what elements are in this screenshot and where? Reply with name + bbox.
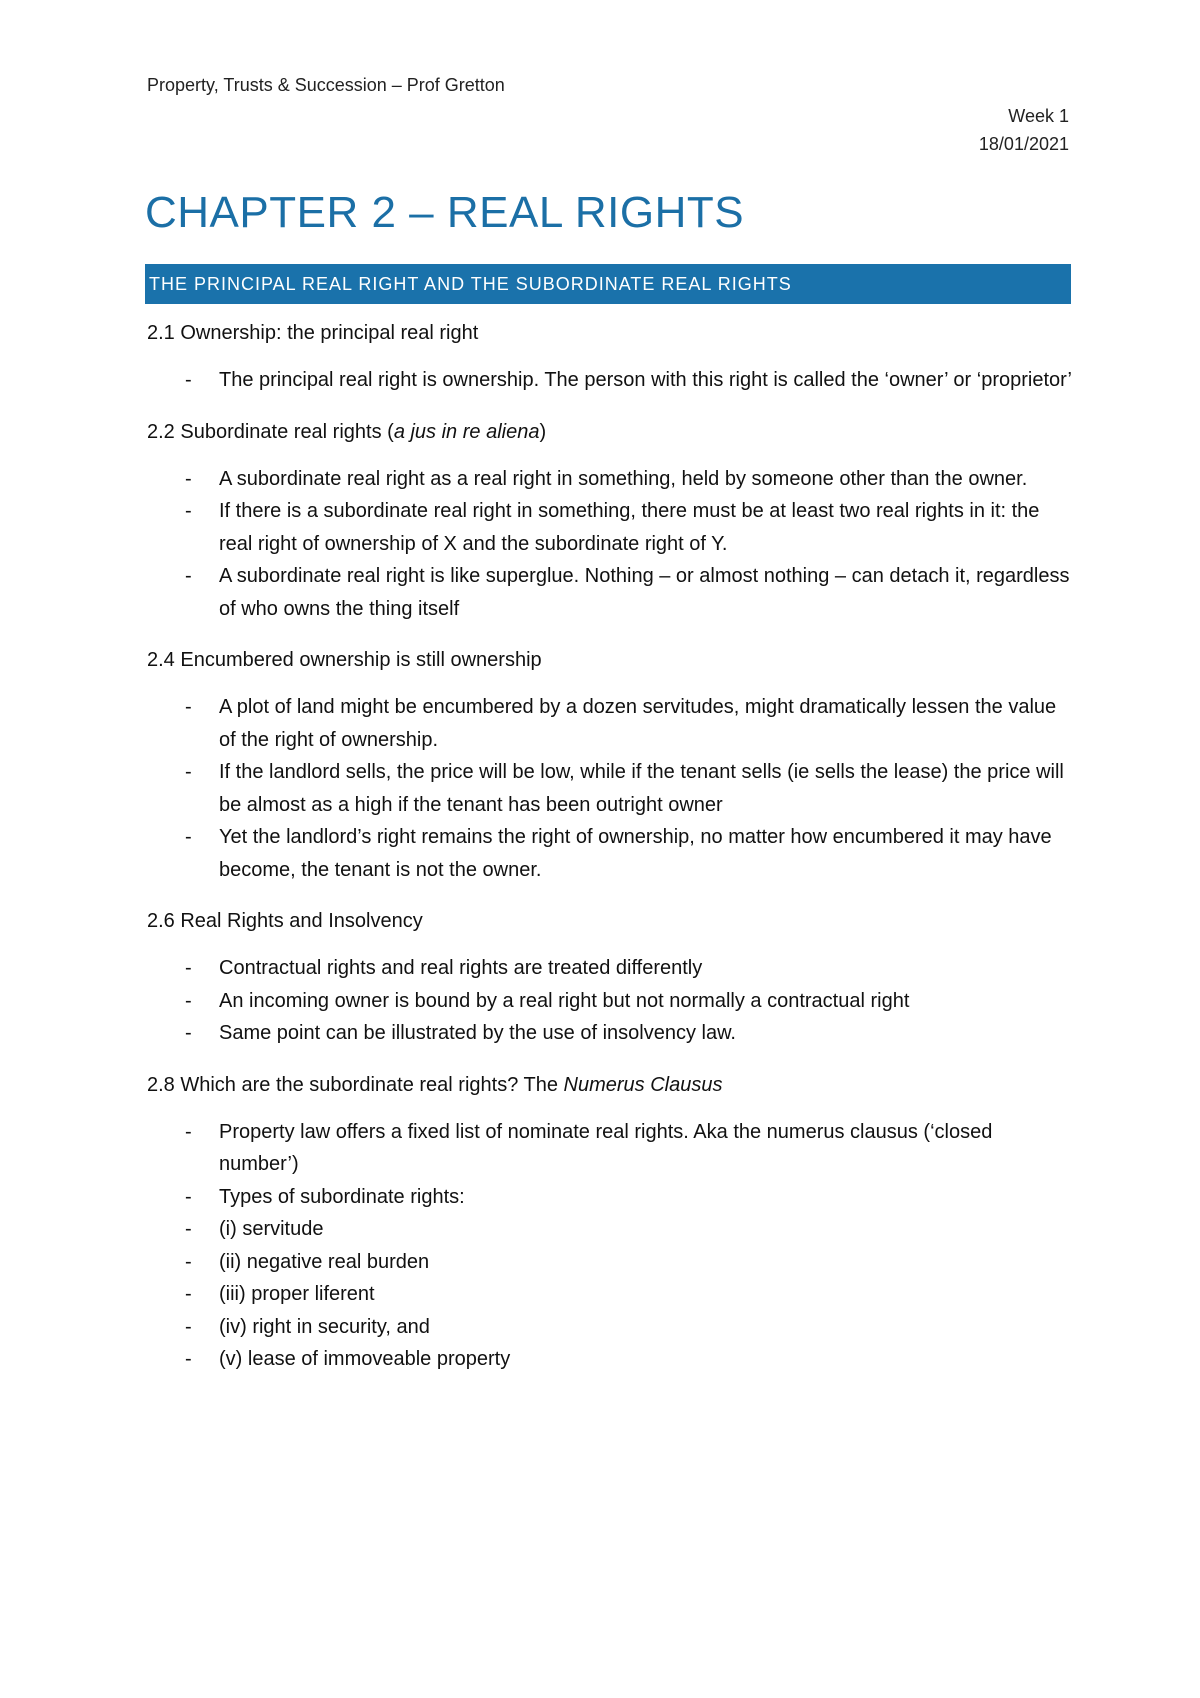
heading-italic-text: a jus in re aliena [393, 420, 540, 443]
list-item-text: Yet the landlord’s right remains the right of ownership, no matter how encumbered it may have become, the tenant is not the owner. [219, 826, 1052, 881]
list-item [147, 952, 1077, 985]
bullet-dash: - [185, 369, 192, 391]
bullet-dash: - [185, 957, 192, 979]
week-date-block [979, 102, 1069, 158]
section-banner: THE PRINCIPAL REAL RIGHT AND THE SUBORDINATE REAL RIGHTS [145, 264, 1071, 304]
heading-italic-text: Numerus Clausus [563, 1073, 723, 1096]
list-item-text: The principal real right is ownership. The person with this right is called the ‘owner’ or ‘proprietor’ [219, 369, 1072, 391]
list-item-text: If the landlord sells, the price will be low, while if the tenant sells (ie sells the lease) the price will be almost as a high if the tenant has been outright owner [219, 761, 1064, 816]
list-item [147, 985, 1077, 1018]
heading-text: 2.2 Subordinate real rights ( [147, 420, 394, 443]
list-item [147, 1181, 1077, 1214]
list-item [147, 756, 1077, 821]
bullet-dash: - [185, 565, 192, 587]
bullet-dash: - [185, 1185, 192, 1208]
document-body [147, 318, 1077, 1396]
section-heading-2-8 [147, 1070, 1077, 1100]
list-item-text: (iii) proper liferent [219, 1283, 375, 1305]
list-item [147, 691, 1077, 756]
list-item [147, 1116, 1077, 1181]
heading-text: 2.8 Which are the subordinate real rights? The [147, 1073, 564, 1096]
section-heading-2-6: 2.6 Real Rights and Insolvency [147, 910, 423, 932]
bullet-dash: - [185, 1250, 192, 1273]
bullet-dash: - [185, 1120, 192, 1143]
section-heading-2-1: 2.1 Ownership: the principal real right [147, 322, 479, 344]
list-item [147, 1213, 1077, 1246]
bullet-dash: - [185, 500, 192, 522]
section-heading-2-4: 2.4 Encumbered ownership is still ownership [147, 649, 542, 671]
bullet-dash: - [185, 761, 192, 783]
list-item [147, 1246, 1077, 1279]
list-item [147, 821, 1077, 886]
list-item [147, 1278, 1077, 1311]
running-header: Property, Trusts & Succession – Prof Gretton [147, 75, 505, 95]
list-item-text: Property law offers a fixed list of nominate real rights. Aka the numerus clausus (‘closed number’) [219, 1120, 993, 1175]
chapter-title: CHAPTER 2 – REAL RIGHTS [145, 188, 745, 237]
heading-text: ) [539, 420, 547, 443]
bullet-dash: - [185, 1022, 192, 1044]
bullet-list-2-1 [147, 364, 1077, 397]
list-item [147, 495, 1077, 560]
list-item [147, 1343, 1077, 1376]
list-item-text: An incoming owner is bound by a real right but not normally a contractual right [219, 989, 910, 1012]
list-item-text: A subordinate real right as a real right in something, held by someone other than the owner. [219, 467, 1028, 490]
bullet-list-2-8 [147, 1116, 1077, 1376]
bullet-dash: - [185, 1315, 192, 1338]
bullet-dash: - [185, 1218, 192, 1240]
list-item-text: (i) servitude [219, 1218, 324, 1240]
week-label: Week 1 [1008, 106, 1069, 126]
section-heading-2-2 [147, 417, 1077, 447]
bullet-dash: - [185, 1283, 192, 1305]
bullet-dash: - [185, 826, 192, 848]
list-item [147, 463, 1077, 496]
list-item-text: (v) lease of immoveable property [219, 1348, 511, 1370]
list-item [147, 1017, 1077, 1050]
list-item-text: Same point can be illustrated by the use of insolvency law. [219, 1022, 736, 1044]
list-item-text: Types of subordinate rights: [219, 1185, 465, 1208]
list-item [147, 1311, 1077, 1344]
date-label: 18/01/2021 [978, 134, 1069, 154]
list-item-text: A subordinate real right is like superglue. Nothing – or almost nothing – can detach it, regardless of who owns the thing itself [219, 565, 1070, 620]
list-item-text: Contractual rights and real rights are treated differently [219, 957, 703, 979]
list-item [147, 364, 1077, 397]
list-item-text: If there is a subordinate real right in something, there must be at least two real rights in it: the real right of ownership of X and the subordinate right of Y. [219, 500, 1040, 555]
bullet-dash: - [185, 989, 192, 1012]
list-item-text: A plot of land might be encumbered by a dozen servitudes, might dramatically lessen the value of the right of ownership. [219, 696, 1057, 751]
list-item-text: (iv) right in security, and [219, 1315, 430, 1338]
bullet-dash: - [185, 467, 192, 490]
list-item-text: (ii) negative real burden [219, 1250, 430, 1273]
bullet-dash: - [185, 1348, 192, 1370]
bullet-list-2-4 [147, 691, 1077, 886]
list-item [147, 560, 1077, 625]
bullet-dash: - [185, 696, 192, 718]
bullet-list-2-6 [147, 952, 1077, 1050]
bullet-list-2-2 [147, 463, 1077, 626]
